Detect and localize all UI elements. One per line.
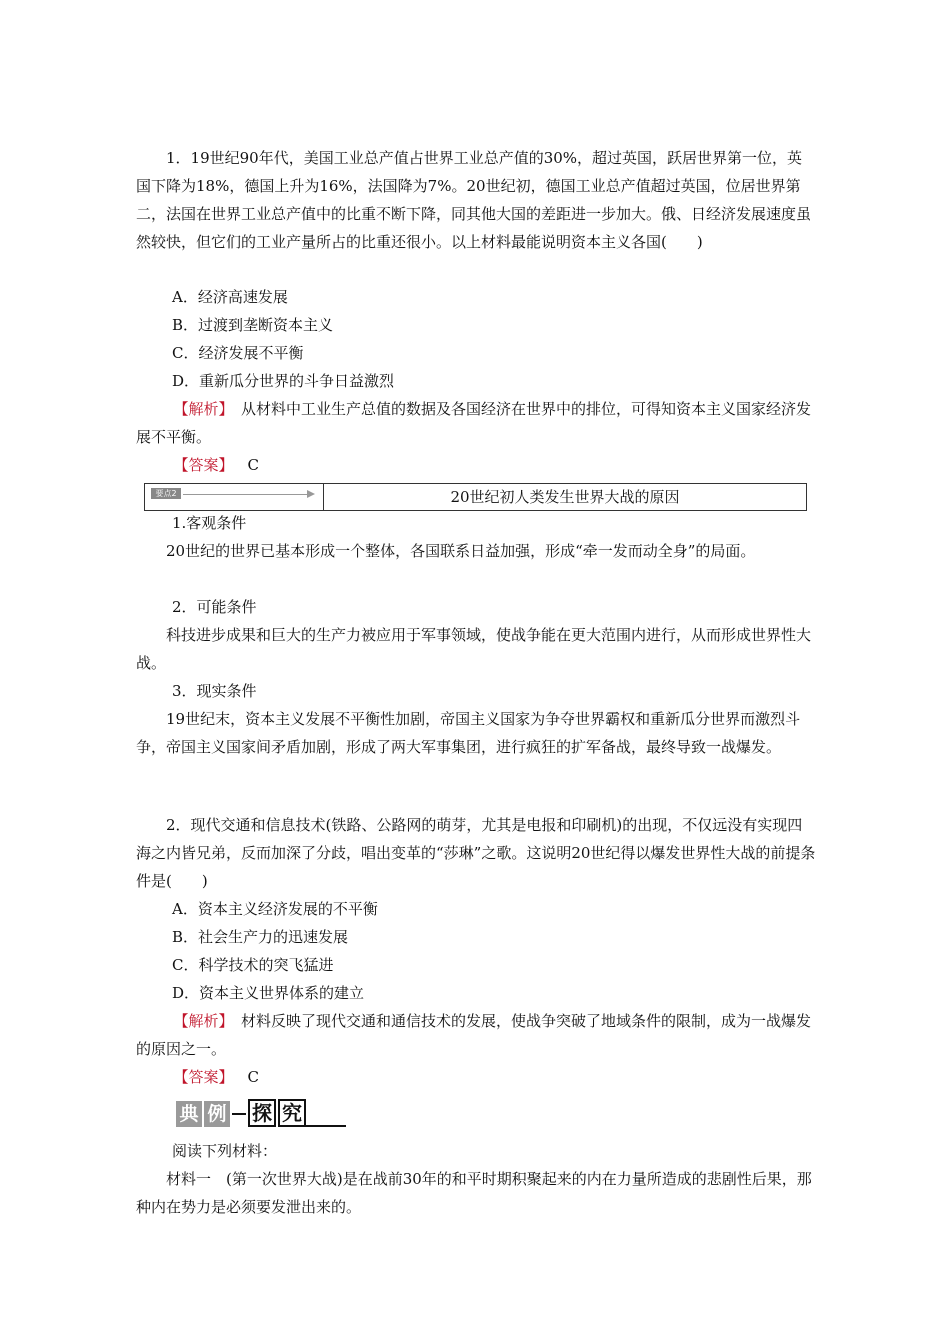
banner-underline <box>306 1125 346 1127</box>
answer-value: C <box>247 1068 259 1086</box>
analysis-tag: 【解析】 <box>173 1012 227 1030</box>
question-2-analysis <box>136 1007 816 1063</box>
example-material-1: 材料一 (第一次世界大战)是在战前30年的和平时期积聚起来的内在力量所造成的悲剧性后果，那种内在势力是必须要发泄出来的。 <box>136 1170 812 1216</box>
point-2-text: 科技进步成果和巨大的生产力被应用于军事领域，使战争能在更大范围内进行，从而形成世界性大战。 <box>136 626 812 672</box>
banner-char-1: 典 <box>176 1101 202 1127</box>
section-header-box <box>144 483 807 511</box>
analysis-text: 从材料中工业生产总值的数据及各国经济在世界中的排位，可得知资本主义国家经济发展不平衡。 <box>136 400 812 446</box>
question-2-answer <box>136 1063 816 1091</box>
banner-divider <box>232 1113 246 1115</box>
analysis-text: 材料反映了现代交通和通信技术的发展，使战争突破了地域条件的限制，成为一战爆发的原因之一。 <box>136 1012 812 1058</box>
question-2-stem: 2．现代交通和信息技术(铁路、公路网的萌芽，尤其是电报和印刷机)的出现，不仅远没有实现四海之内皆兄弟，反而加深了分歧，唱出变革的“莎琳”之歌。这说明20世纪得以爆发世界性大战的前提条件是( ) <box>136 816 816 890</box>
banner-char-4: 究 <box>278 1099 306 1127</box>
point-1-heading: 1.客观条件 <box>172 514 247 532</box>
analysis-tag: 【解析】 <box>173 400 227 418</box>
point-3-heading: 3．现实条件 <box>172 682 257 700</box>
example-intro: 阅读下列材料： <box>172 1142 278 1160</box>
point-3-text: 19世纪末，资本主义发展不平衡性加剧，帝国主义国家为争夺世界霸权和重新瓜分世界而激烈斗争，帝国主义国家间矛盾加剧，形成了两大军事集团，进行疯狂的扩军备战，最终导致一战爆发。 <box>136 710 801 756</box>
question-1-analysis <box>136 395 816 451</box>
answer-tag: 【答案】 <box>173 1068 234 1086</box>
point-1-text: 20世纪的世界已基本形成一个整体，各国联系日益加强，形成“牵一发而动全身”的局面。 <box>166 542 756 560</box>
answer-value: C <box>247 456 259 474</box>
example-study-banner <box>176 1097 346 1127</box>
question-2-option-d: D．资本主义世界体系的建立 <box>172 984 365 1002</box>
question-1-option-b: B．过渡到垄断资本主义 <box>172 316 334 334</box>
question-1-stem: 1．19世纪90年代，美国工业总产值占世界工业总产值的30%，超过英国，跃居世界第一位，英国下降为18%，德国上升为16%，法国降为7%。20世纪初，德国工业总产值超过英国，位居世界第二，法国在世界工业总产值中的比重不断下降，同其他大国的差距进一步加大。俄、日经济发展速度虽然较快，但它们的工业产量所占的比重还很小。以上材料最能说明资本主义各国( ) <box>136 149 812 251</box>
arrow-right-icon <box>183 494 313 495</box>
question-1-option-d: D．重新瓜分世界的斗争日益激烈 <box>172 372 395 390</box>
question-2-option-a: A．资本主义经济发展的不平衡 <box>172 900 378 918</box>
section-badge: 要点2 <box>151 488 181 499</box>
point-2-heading: 2．可能条件 <box>172 598 257 616</box>
banner-char-3: 探 <box>248 1099 276 1127</box>
question-2-option-c: C．科学技术的突飞猛进 <box>172 956 334 974</box>
answer-tag: 【答案】 <box>173 456 234 474</box>
banner-char-2: 例 <box>204 1101 230 1127</box>
section-badge-cell <box>145 484 324 510</box>
question-1-answer <box>136 451 816 479</box>
question-2-option-b: B．社会生产力的迅速发展 <box>172 928 349 946</box>
question-1-option-c: C．经济发展不平衡 <box>172 344 304 362</box>
section-title: 20世纪初人类发生世界大战的原因 <box>450 488 680 506</box>
question-1-option-a: A．经济高速发展 <box>172 288 288 306</box>
